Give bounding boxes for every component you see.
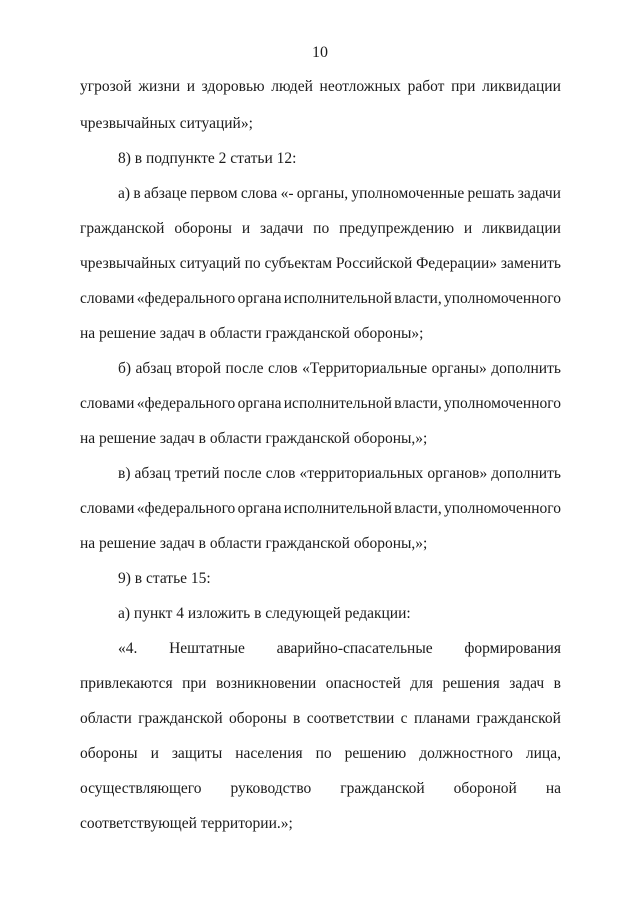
text-line (80, 254, 561, 274)
word: после (223, 465, 262, 482)
text-line: а) пункт 4 изложить в следующей редакции: (118, 605, 411, 622)
word: «федерального (136, 395, 236, 412)
word: дополнить (491, 465, 561, 482)
word: гражданской (80, 220, 165, 237)
word: лица, (525, 745, 561, 762)
word: власти, (394, 500, 442, 517)
word: по (315, 745, 332, 762)
word: Федерации» (416, 255, 498, 272)
word: привлекаются (80, 675, 173, 692)
word: в (133, 185, 141, 202)
word: абзац (135, 360, 172, 377)
word: гражданской (340, 780, 425, 797)
word: третий (174, 465, 220, 482)
word: возникновении (215, 675, 317, 692)
word: при (451, 78, 476, 95)
word: формирования (464, 640, 561, 657)
word: «Территориальные (302, 360, 428, 377)
text-line (80, 744, 561, 764)
word: планами (413, 710, 471, 727)
word: ситуаций (179, 255, 241, 272)
word: «федерального (136, 500, 236, 517)
word: в (553, 675, 561, 692)
word: власти, (394, 290, 442, 307)
word: органа (237, 395, 282, 412)
word: аварийно-спасательные (276, 640, 433, 657)
word: и (241, 220, 251, 237)
text-line (80, 674, 561, 694)
word: в (293, 710, 301, 727)
word: защиты (171, 745, 223, 762)
word: исполнительной (283, 500, 392, 517)
word: слова (240, 185, 278, 202)
text-line (118, 639, 561, 659)
word: предупреждению (339, 220, 455, 237)
word: задачи (260, 220, 304, 237)
text-line: на решение задач в области гражданской обороны,»; (80, 430, 428, 447)
word: и (463, 220, 473, 237)
text-line (80, 289, 561, 309)
word: после (225, 360, 264, 377)
word: ликвидации (482, 78, 561, 95)
word: задач (509, 675, 545, 692)
word: чрезвычайных (80, 255, 176, 272)
word: обороны (174, 220, 232, 237)
text-line: на решение задач в области гражданской обороны,»; (80, 535, 428, 552)
word: органы, (296, 185, 349, 202)
word: неотложных (319, 78, 401, 95)
text-line (80, 779, 561, 799)
word: органы» (431, 360, 487, 377)
word: здоровью (201, 78, 265, 95)
word: области (80, 710, 132, 727)
word: на (545, 780, 561, 797)
word: органа (237, 500, 282, 517)
text-line (80, 709, 561, 729)
word: уполномоченные (351, 185, 465, 202)
word: исполнительной (283, 395, 392, 412)
text-line (80, 77, 561, 97)
word: абзаце (143, 185, 187, 202)
word: при (182, 675, 207, 692)
word: Нештатные (169, 640, 245, 657)
word: осуществляющего (80, 780, 202, 797)
text-line (80, 394, 561, 414)
word: работ (407, 78, 445, 95)
word: органов» (427, 465, 488, 482)
word: решения (442, 675, 500, 692)
word: по (244, 255, 261, 272)
word: населения (235, 745, 303, 762)
text-line: чрезвычайных ситуаций»; (80, 115, 253, 132)
word: жизни (138, 78, 181, 95)
text-line: на решение задач в области гражданской обороны»; (80, 325, 424, 342)
word: обороной (453, 780, 517, 797)
word: уполномоченного (444, 500, 561, 517)
word: заменить (500, 255, 561, 272)
word: обороны (229, 710, 287, 727)
word: словами (80, 500, 135, 517)
page-number: 10 (312, 44, 328, 61)
word: в) (118, 465, 131, 482)
word: должностного (419, 745, 513, 762)
word: словами (80, 395, 135, 412)
word: абзац (134, 465, 171, 482)
word: соответствии (306, 710, 395, 727)
text-line: 9) в статье 15: (118, 570, 211, 587)
word: Российской (335, 255, 413, 272)
word: задачи (517, 185, 561, 202)
word: органа (237, 290, 282, 307)
word: и (150, 745, 159, 762)
word: «федерального (136, 290, 236, 307)
word: гражданской (138, 710, 223, 727)
text-line (118, 464, 561, 484)
text-line (118, 359, 561, 379)
word: словами (80, 290, 135, 307)
word: и (186, 78, 196, 95)
word: гражданской (476, 710, 561, 727)
word: обороны (80, 745, 138, 762)
word: по (313, 220, 330, 237)
word: с (400, 710, 408, 727)
word: власти, (394, 395, 442, 412)
word: угрозой (80, 78, 132, 95)
text-line: 8) в подпункте 2 статьи 12: (118, 150, 297, 167)
word: дополнить (491, 360, 561, 377)
word: для (410, 675, 434, 692)
word: уполномоченного (444, 395, 561, 412)
word: руководство (230, 780, 312, 797)
word: «4. (118, 640, 138, 657)
word: «- (280, 185, 294, 202)
text-line (118, 184, 561, 204)
word: субъектам (264, 255, 333, 272)
text-line: соответствующей территории.»; (80, 815, 293, 832)
word: «территориальных (299, 465, 424, 482)
word: людей (271, 78, 313, 95)
word: ликвидации (482, 220, 561, 237)
word: а) (118, 185, 131, 202)
word: второй (176, 360, 222, 377)
word: первом (190, 185, 238, 202)
word: решать (467, 185, 515, 202)
word: слов (267, 360, 298, 377)
text-line (80, 499, 561, 519)
text-line (80, 219, 561, 239)
word: уполномоченного (444, 290, 561, 307)
word: опасностей (325, 675, 401, 692)
word: решению (344, 745, 407, 762)
word: б) (118, 360, 132, 377)
word: слов (265, 465, 296, 482)
word: исполнительной (283, 290, 392, 307)
